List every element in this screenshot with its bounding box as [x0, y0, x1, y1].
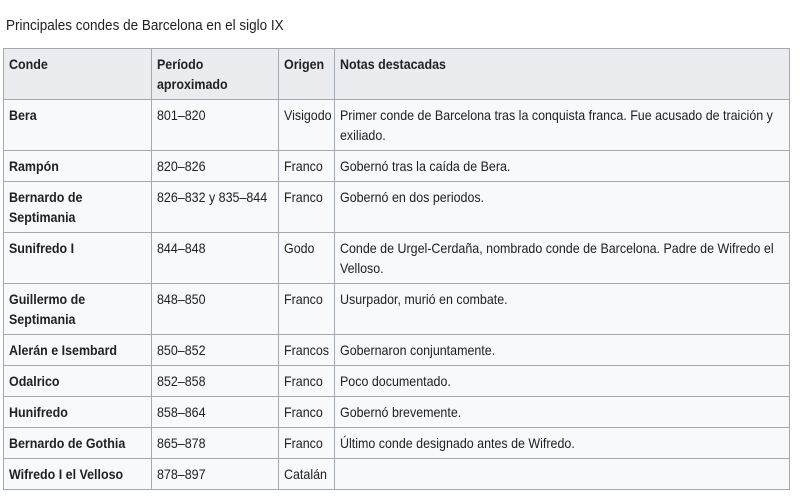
- cell-origen: Franco: [279, 397, 335, 428]
- cell-periodo: 850–852: [152, 335, 279, 366]
- condes-table: [3, 48, 790, 490]
- cell-origen: Franco: [279, 428, 335, 459]
- cell-conde: Wifredo I el Velloso: [4, 459, 152, 490]
- cell-periodo: 826–832 y 835–844: [152, 182, 279, 233]
- cell-origen: Franco: [279, 284, 335, 335]
- header-conde: Conde: [4, 49, 152, 100]
- table-row: [4, 366, 790, 397]
- cell-conde: Sunifredo I: [4, 233, 152, 284]
- cell-origen: Catalán: [279, 459, 335, 490]
- cell-conde: Alerán e Isembard: [4, 335, 152, 366]
- cell-conde: Rampón: [4, 151, 152, 182]
- cell-notas: Usurpador, murió en combate.: [335, 284, 790, 335]
- table-row: [4, 100, 790, 151]
- cell-notas: Gobernó brevemente.: [335, 397, 790, 428]
- cell-periodo: 848–850: [152, 284, 279, 335]
- cell-periodo: 858–864: [152, 397, 279, 428]
- header-origen: Origen: [279, 49, 335, 100]
- cell-notas: Gobernó en dos periodos.: [335, 182, 790, 233]
- table-row: [4, 284, 790, 335]
- cell-periodo: 801–820: [152, 100, 279, 151]
- cell-origen: Godo: [279, 233, 335, 284]
- cell-notas: Último conde designado antes de Wifredo.: [335, 428, 790, 459]
- cell-periodo: 852–858: [152, 366, 279, 397]
- cell-conde: Bernardo de Septimania: [4, 182, 152, 233]
- cell-origen: Visigodo: [279, 100, 335, 151]
- cell-notas: Gobernó tras la caída de Bera.: [335, 151, 790, 182]
- table-row: [4, 182, 790, 233]
- cell-conde: Bernardo de Gothia: [4, 428, 152, 459]
- table-row: [4, 233, 790, 284]
- cell-periodo: 820–826: [152, 151, 279, 182]
- cell-periodo: 878–897: [152, 459, 279, 490]
- table-header-row: [4, 49, 790, 100]
- cell-conde: Guillermo de Septimania: [4, 284, 152, 335]
- cell-conde: Bera: [4, 100, 152, 151]
- cell-notas: Conde de Urgel-Cerdaña, nombrado conde de Barcelona. Padre de Wifredo el Velloso.: [335, 233, 790, 284]
- table-caption: Principales condes de Barcelona en el siglo IX: [6, 17, 284, 34]
- cell-origen: Franco: [279, 182, 335, 233]
- cell-notas: Gobernaron conjuntamente.: [335, 335, 790, 366]
- header-periodo: Período aproximado: [152, 49, 279, 100]
- table-row: [4, 428, 790, 459]
- cell-conde: Hunifredo: [4, 397, 152, 428]
- cell-origen: Francos: [279, 335, 335, 366]
- table-row: [4, 397, 790, 428]
- cell-periodo: 865–878: [152, 428, 279, 459]
- cell-notas: Primer conde de Barcelona tras la conquista franca. Fue acusado de traición y exiliado.: [335, 100, 790, 151]
- cell-origen: Franco: [279, 366, 335, 397]
- table-row: [4, 151, 790, 182]
- table-body: [4, 100, 790, 490]
- table-row: [4, 459, 790, 490]
- cell-conde: Odalrico: [4, 366, 152, 397]
- header-notas: Notas destacadas: [335, 49, 790, 100]
- table-row: [4, 335, 790, 366]
- cell-periodo: 844–848: [152, 233, 279, 284]
- cell-notas: [335, 459, 790, 490]
- cell-origen: Franco: [279, 151, 335, 182]
- cell-notas: Poco documentado.: [335, 366, 790, 397]
